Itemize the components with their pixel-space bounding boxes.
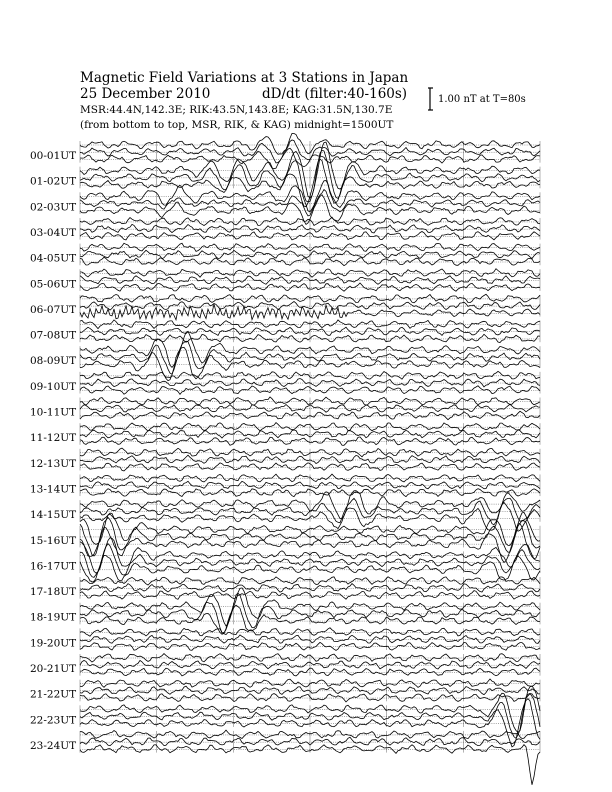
row-label: 06-07UT [30, 303, 77, 316]
trace-kag [80, 745, 540, 785]
chart-date: 25 December 2010 [80, 86, 211, 102]
row-label: 13-14UT [30, 483, 77, 496]
row-label: 14-15UT [30, 509, 77, 522]
row-label: 02-03UT [30, 201, 77, 214]
row-label: 18-19UT [30, 611, 77, 624]
station-coordinates: MSR:44.4N,142.3E; RIK:43.5N,143.8E; KAG:31.5N,130.7E [80, 104, 393, 116]
row-label: 07-08UT [30, 329, 77, 342]
row-label: 20-21UT [30, 663, 77, 675]
row-label: 09-10UT [30, 380, 77, 393]
station-order-note: (from bottom to top, MSR, RIK, & KAG) midnight=1500UT [80, 119, 394, 131]
row-label: 15-16UT [30, 534, 77, 547]
row-label: 23-24UT [30, 739, 77, 752]
row-label: 17-18UT [30, 586, 77, 599]
row-label: 16-17UT [30, 560, 77, 573]
row-label: 00-01UT [30, 150, 77, 162]
row-label: 08-09UT [30, 355, 77, 368]
chart-title: Magnetic Field Variations at 3 Stations in Japan [80, 70, 409, 86]
row-label: 04-05UT [30, 252, 77, 265]
chart-channel: dD/dt (filter:40-160s) [262, 86, 408, 102]
row-label: 05-06UT [30, 278, 77, 291]
row-label: 03-04UT [30, 226, 77, 239]
row-label: 10-11UT [30, 406, 77, 419]
row-label: 11-12UT [30, 432, 77, 445]
scale-label: 1.00 nT at T=80s [438, 94, 526, 105]
row-label: 12-13UT [30, 457, 77, 470]
row-label: 21-22UT [30, 688, 77, 701]
row-label: 22-23UT [30, 714, 77, 727]
row-label: 01-02UT [30, 175, 77, 188]
row-label: 19-20UT [30, 637, 77, 650]
